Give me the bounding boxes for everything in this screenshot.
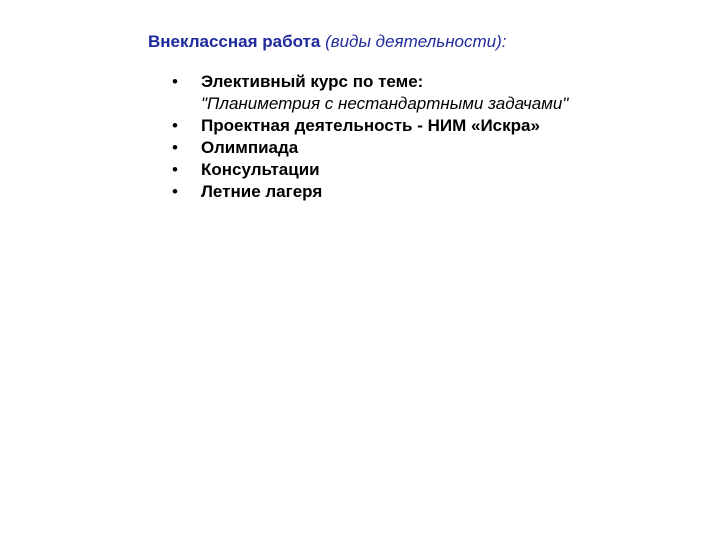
activity-label: Летние лагеря: [201, 182, 323, 201]
activity-list: [170, 71, 590, 203]
bullet-icon: •: [172, 160, 178, 179]
list-item-project-activity: [170, 115, 590, 137]
title-main: Внеклассная работа: [148, 32, 326, 51]
list-item-olympiad: [170, 137, 590, 159]
list-item-elective-course: [170, 71, 590, 115]
title-parenthetical: (виды деятельности):: [325, 32, 507, 51]
activity-label: Проектная деятельность - НИМ «Искра»: [201, 116, 540, 135]
bullet-icon: •: [172, 72, 178, 91]
list-item-consultations: [170, 159, 590, 181]
bullet-icon: •: [172, 182, 178, 201]
bullet-icon: •: [172, 138, 178, 157]
bullet-icon: •: [172, 116, 178, 135]
slide-title: [148, 31, 507, 53]
activity-label: Консультации: [201, 160, 320, 179]
elective-topic: "Планиметрия с нестандартными задачами": [201, 94, 569, 113]
activity-label: Олимпиада: [201, 138, 299, 157]
list-item-summer-camps: [170, 181, 590, 203]
activity-label: Элективный курс по теме:: [201, 72, 424, 91]
